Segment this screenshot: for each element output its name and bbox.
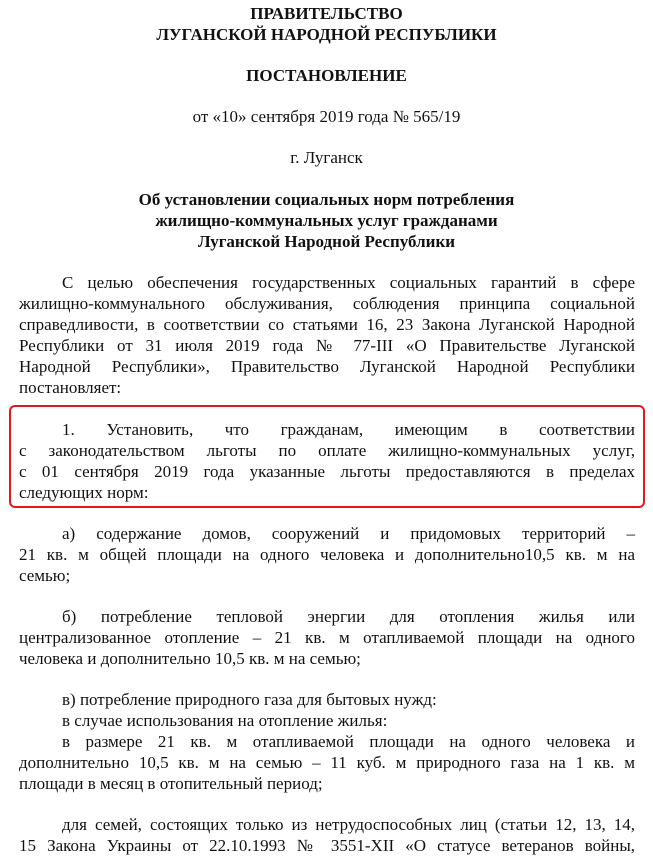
preamble-line: С целью обеспечения государственных социальных гарантий в сфере (62, 273, 635, 292)
document-type: ПОСТАНОВЛЕНИЕ (246, 66, 407, 85)
preamble-line: постановляет: (19, 378, 122, 397)
government-name-line2: ЛУГАНСКОЙ НАРОДНОЙ РЕСПУБЛИКИ (156, 25, 497, 44)
document-title-line2: жилищно-коммунальных услуг гражданами (155, 211, 498, 230)
clause-1-line: 1. Установить, что гражданам, имеющим в соответствии (62, 420, 635, 439)
preamble-line: Республики от 31 июля 2019 года № 77-III «О Правительстве Луганской (19, 336, 635, 355)
item-v-line: в) потребление природного газа для бытовых нужд: (62, 690, 437, 709)
families-line: 15 Закона Украины от 22.10.1993 № 3551-XII «О статусе ветеранов войны, (19, 836, 635, 855)
families-line: для семей, состоящих только из нетрудоспособных лиц (статьи 12, 13, 14, (62, 815, 635, 834)
document-title-line3: Луганской Народной Республики (197, 232, 456, 251)
preamble-line: Народной Республики», Правительство Луганской Народной Республики (19, 357, 635, 376)
document-title-line1: Об установлении социальных норм потребления (138, 190, 515, 209)
item-v-line: дополнительно 10,5 кв. м на семью – 11 куб. м природного газа на 1 кв. м (19, 753, 635, 772)
item-b-line: б) потребление тепловой энергии для отопления жилья или (62, 607, 635, 626)
clause-1-line: с 01 сентября 2019 года указанные льготы предоставляются в пределах (19, 462, 635, 481)
item-a-line: 21 кв. м общей площади на одного человека и дополнительно10,5 кв. м на (19, 545, 635, 564)
item-a-line: а) содержание домов, сооружений и придомовых территорий – (62, 524, 635, 543)
document-date-number: от «10» сентября 2019 года № 565/19 (192, 107, 461, 126)
item-a-line: семью; (19, 566, 71, 585)
clause-1-line: с законодательством льготы по оплате жилищно-коммунальных услуг, (19, 441, 635, 460)
item-v-line: в размере 21 кв. м отапливаемой площади на одного человека и (62, 732, 635, 751)
preamble-line: справедливости, в соответствии со статьями 16, 23 Закона Луганской Народной (19, 315, 635, 334)
document-city: г. Луганск (290, 148, 363, 167)
item-v-line: в случае использования на отопление жилья: (62, 711, 388, 730)
government-name-line1: ПРАВИТЕЛЬСТВО (250, 4, 403, 23)
item-v-line: площади в месяц в отопительный период; (19, 774, 323, 793)
item-b-line: человека и дополнительно 10,5 кв. м на семью; (19, 649, 361, 668)
item-b-line: централизованное отопление – 21 кв. м отапливаемой площади на одного (19, 628, 635, 647)
preamble-line: жилищно-коммунального обслуживания, соблюдения принципа социальной (19, 294, 635, 313)
clause-1-line: следующих норм: (19, 483, 149, 502)
